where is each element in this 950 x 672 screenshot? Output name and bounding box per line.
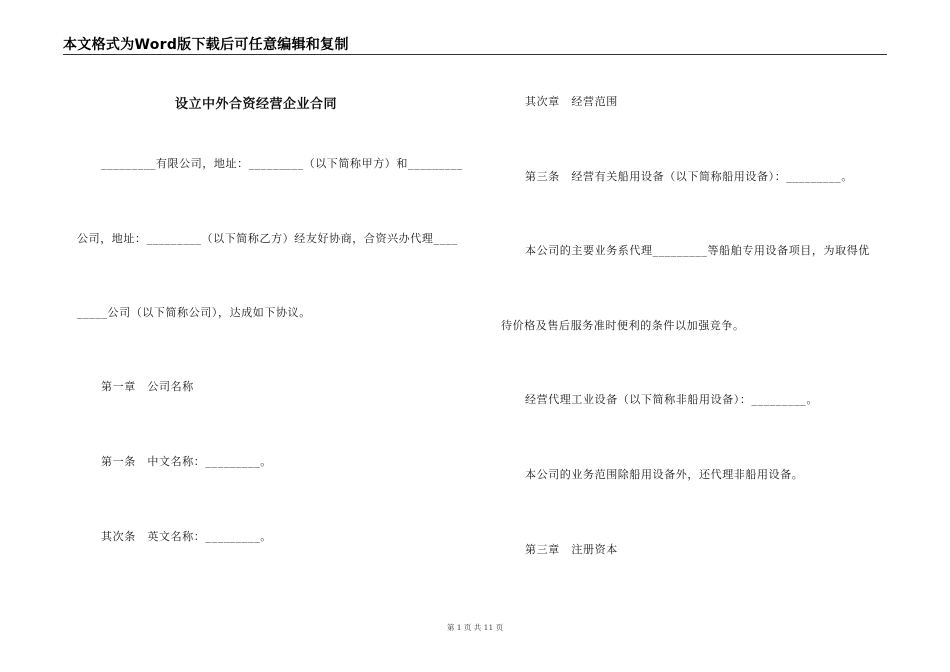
left-paragraph-line-3: _____公司（以下简称公司），达成如下协议。 [77,306,311,319]
chapter-1-heading: 第一章 公司名称 [101,380,194,393]
word-format-banner: 本文格式为Word版下载后可任意编辑和复制 [63,37,349,53]
chapter-3-heading: 第三章 注册资本 [525,543,618,556]
article-3-marine-equipment: 第三条 经营有关船用设备（以下简称船用设备）：_________。 [525,170,853,183]
main-business-line-1: 本公司的主要业务系代理_________等船舶专用设备项目，为取得优 [525,244,870,257]
business-scope-line: 本公司的业务范围除船用设备外，还代理非船用设备。 [525,468,804,481]
industrial-equipment-line: 经营代理工业设备（以下简称非船用设备）：_________。 [525,393,818,406]
chapter-2-heading: 其次章 经营范围 [525,95,618,108]
page-number-footer: 第 1 页 共 11 页 [446,623,504,632]
article-1-chinese-name: 第一条 中文名称：_________。 [101,455,272,468]
header-divider [63,54,887,55]
left-paragraph-line-1: _________有限公司，地址：_________（以下简称甲方）和_________ [101,157,463,170]
contract-title: 设立中外合资经营企业合同 [175,97,338,112]
main-business-line-2: 待价格及售后服务准时便利的条件以加强竞争。 [501,319,745,332]
article-2-english-name: 其次条 英文名称：_________。 [101,530,272,543]
left-paragraph-line-2: 公司，地址：_________（以下简称乙方）经友好协商，合资兴办代理____ [77,232,458,245]
